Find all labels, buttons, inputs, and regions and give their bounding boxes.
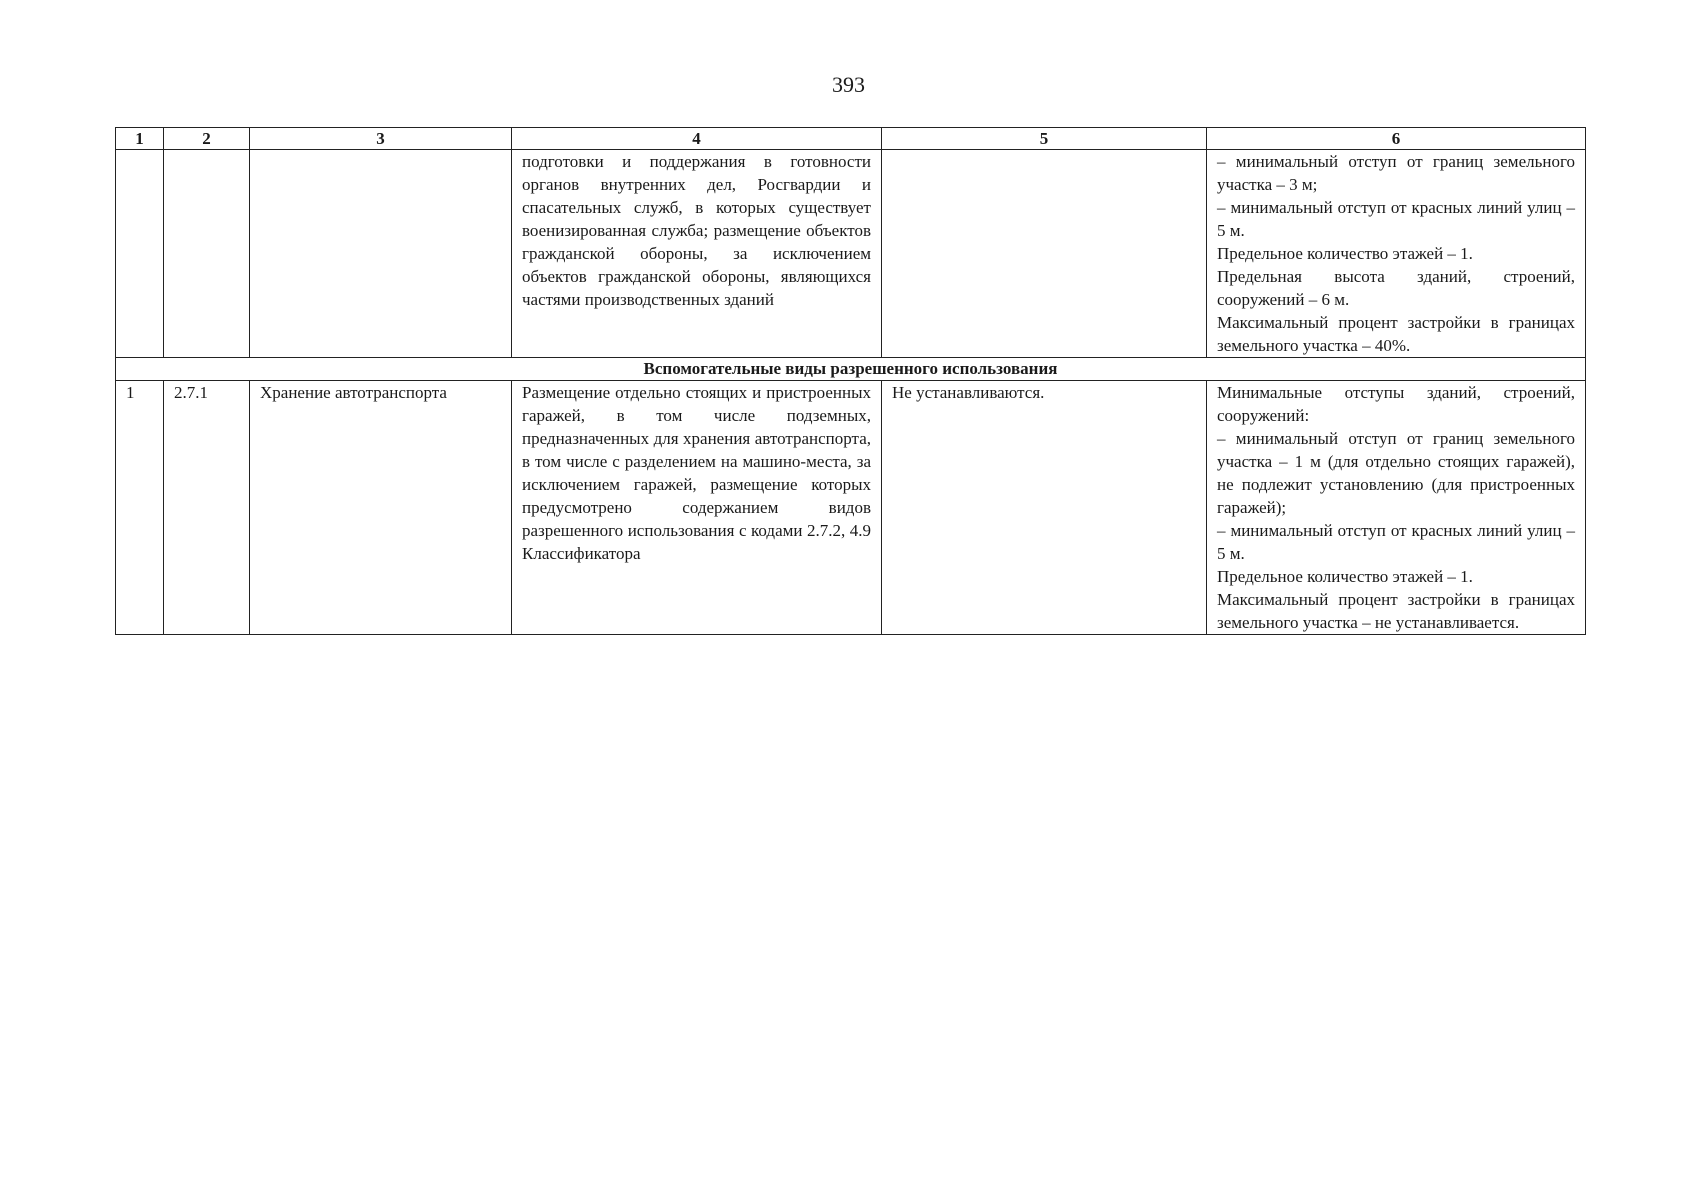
zoning-table	[115, 127, 1586, 635]
header-col-2: 2	[164, 128, 250, 150]
cont-col-2	[164, 150, 250, 358]
cont-col-5	[882, 150, 1207, 358]
row-use-description: Размещение отдельно стоящих и пристроенных гаражей, в том числе подземных, предназначенных для хранения автотранспорта, в том числе с разделением на машино-места, за исключением гаражей, размещение которых предусмотрено содержанием видов разрешенного использования с кодами 2.7.2, 4.9 Классификатора	[512, 381, 882, 635]
cont-col-6-line: – минимальный отступ от границ земельного участка – 3 м;	[1217, 152, 1575, 194]
header-col-3: 3	[250, 128, 512, 150]
row-use-name: Хранение автотранспорта	[250, 381, 512, 635]
row-parameter-line: Минимальные отступы зданий, строений, сооружений:	[1217, 383, 1575, 425]
row-parameters	[1207, 381, 1586, 635]
row-parameter-line: – минимальный отступ от границ земельного участка – 1 м (для отдельно стоящих гаражей), не подлежит установлению (для пристроенных гаражей);	[1217, 429, 1575, 517]
row-parameter-line: Максимальный процент застройки в границах земельного участка – не устанавливается.	[1217, 590, 1575, 632]
header-row	[116, 128, 1586, 150]
header-col-1: 1	[116, 128, 164, 150]
cont-col-1	[116, 150, 164, 358]
header-col-6: 6	[1207, 128, 1586, 150]
section-title: Вспомогательные виды разрешенного использования	[116, 358, 1586, 381]
cont-col-6-line: Предельное количество этажей – 1.	[1217, 244, 1473, 263]
header-col-5: 5	[882, 128, 1207, 150]
table-row-continued	[116, 150, 1586, 358]
cont-col-6-line: Предельная высота зданий, строений, сооружений – 6 м.	[1217, 267, 1575, 309]
cont-col-3	[250, 150, 512, 358]
row-col-5: Не устанавливаются.	[882, 381, 1207, 635]
table-row	[116, 381, 1586, 635]
header-col-4: 4	[512, 128, 882, 150]
cont-col-6-line: – минимальный отступ от красных линий улиц – 5 м.	[1217, 198, 1575, 240]
section-header-row	[116, 358, 1586, 381]
row-parameter-line: Предельное количество этажей – 1.	[1217, 567, 1473, 586]
cont-col-6	[1207, 150, 1586, 358]
row-number: 1	[116, 381, 164, 635]
page-number: 393	[832, 72, 865, 97]
cont-col-6-line: Максимальный процент застройки в границах земельного участка – 40%.	[1217, 313, 1575, 355]
row-code: 2.7.1	[164, 381, 250, 635]
cont-col-4: подготовки и поддержания в готовности органов внутренних дел, Росгвардии и спасательных служб, в которых существует военизированная служба; размещение объектов гражданской обороны, за исключением объектов гражданской обороны, являющихся частями производственных зданий	[512, 150, 882, 358]
row-parameter-line: – минимальный отступ от красных линий улиц – 5 м.	[1217, 521, 1575, 563]
